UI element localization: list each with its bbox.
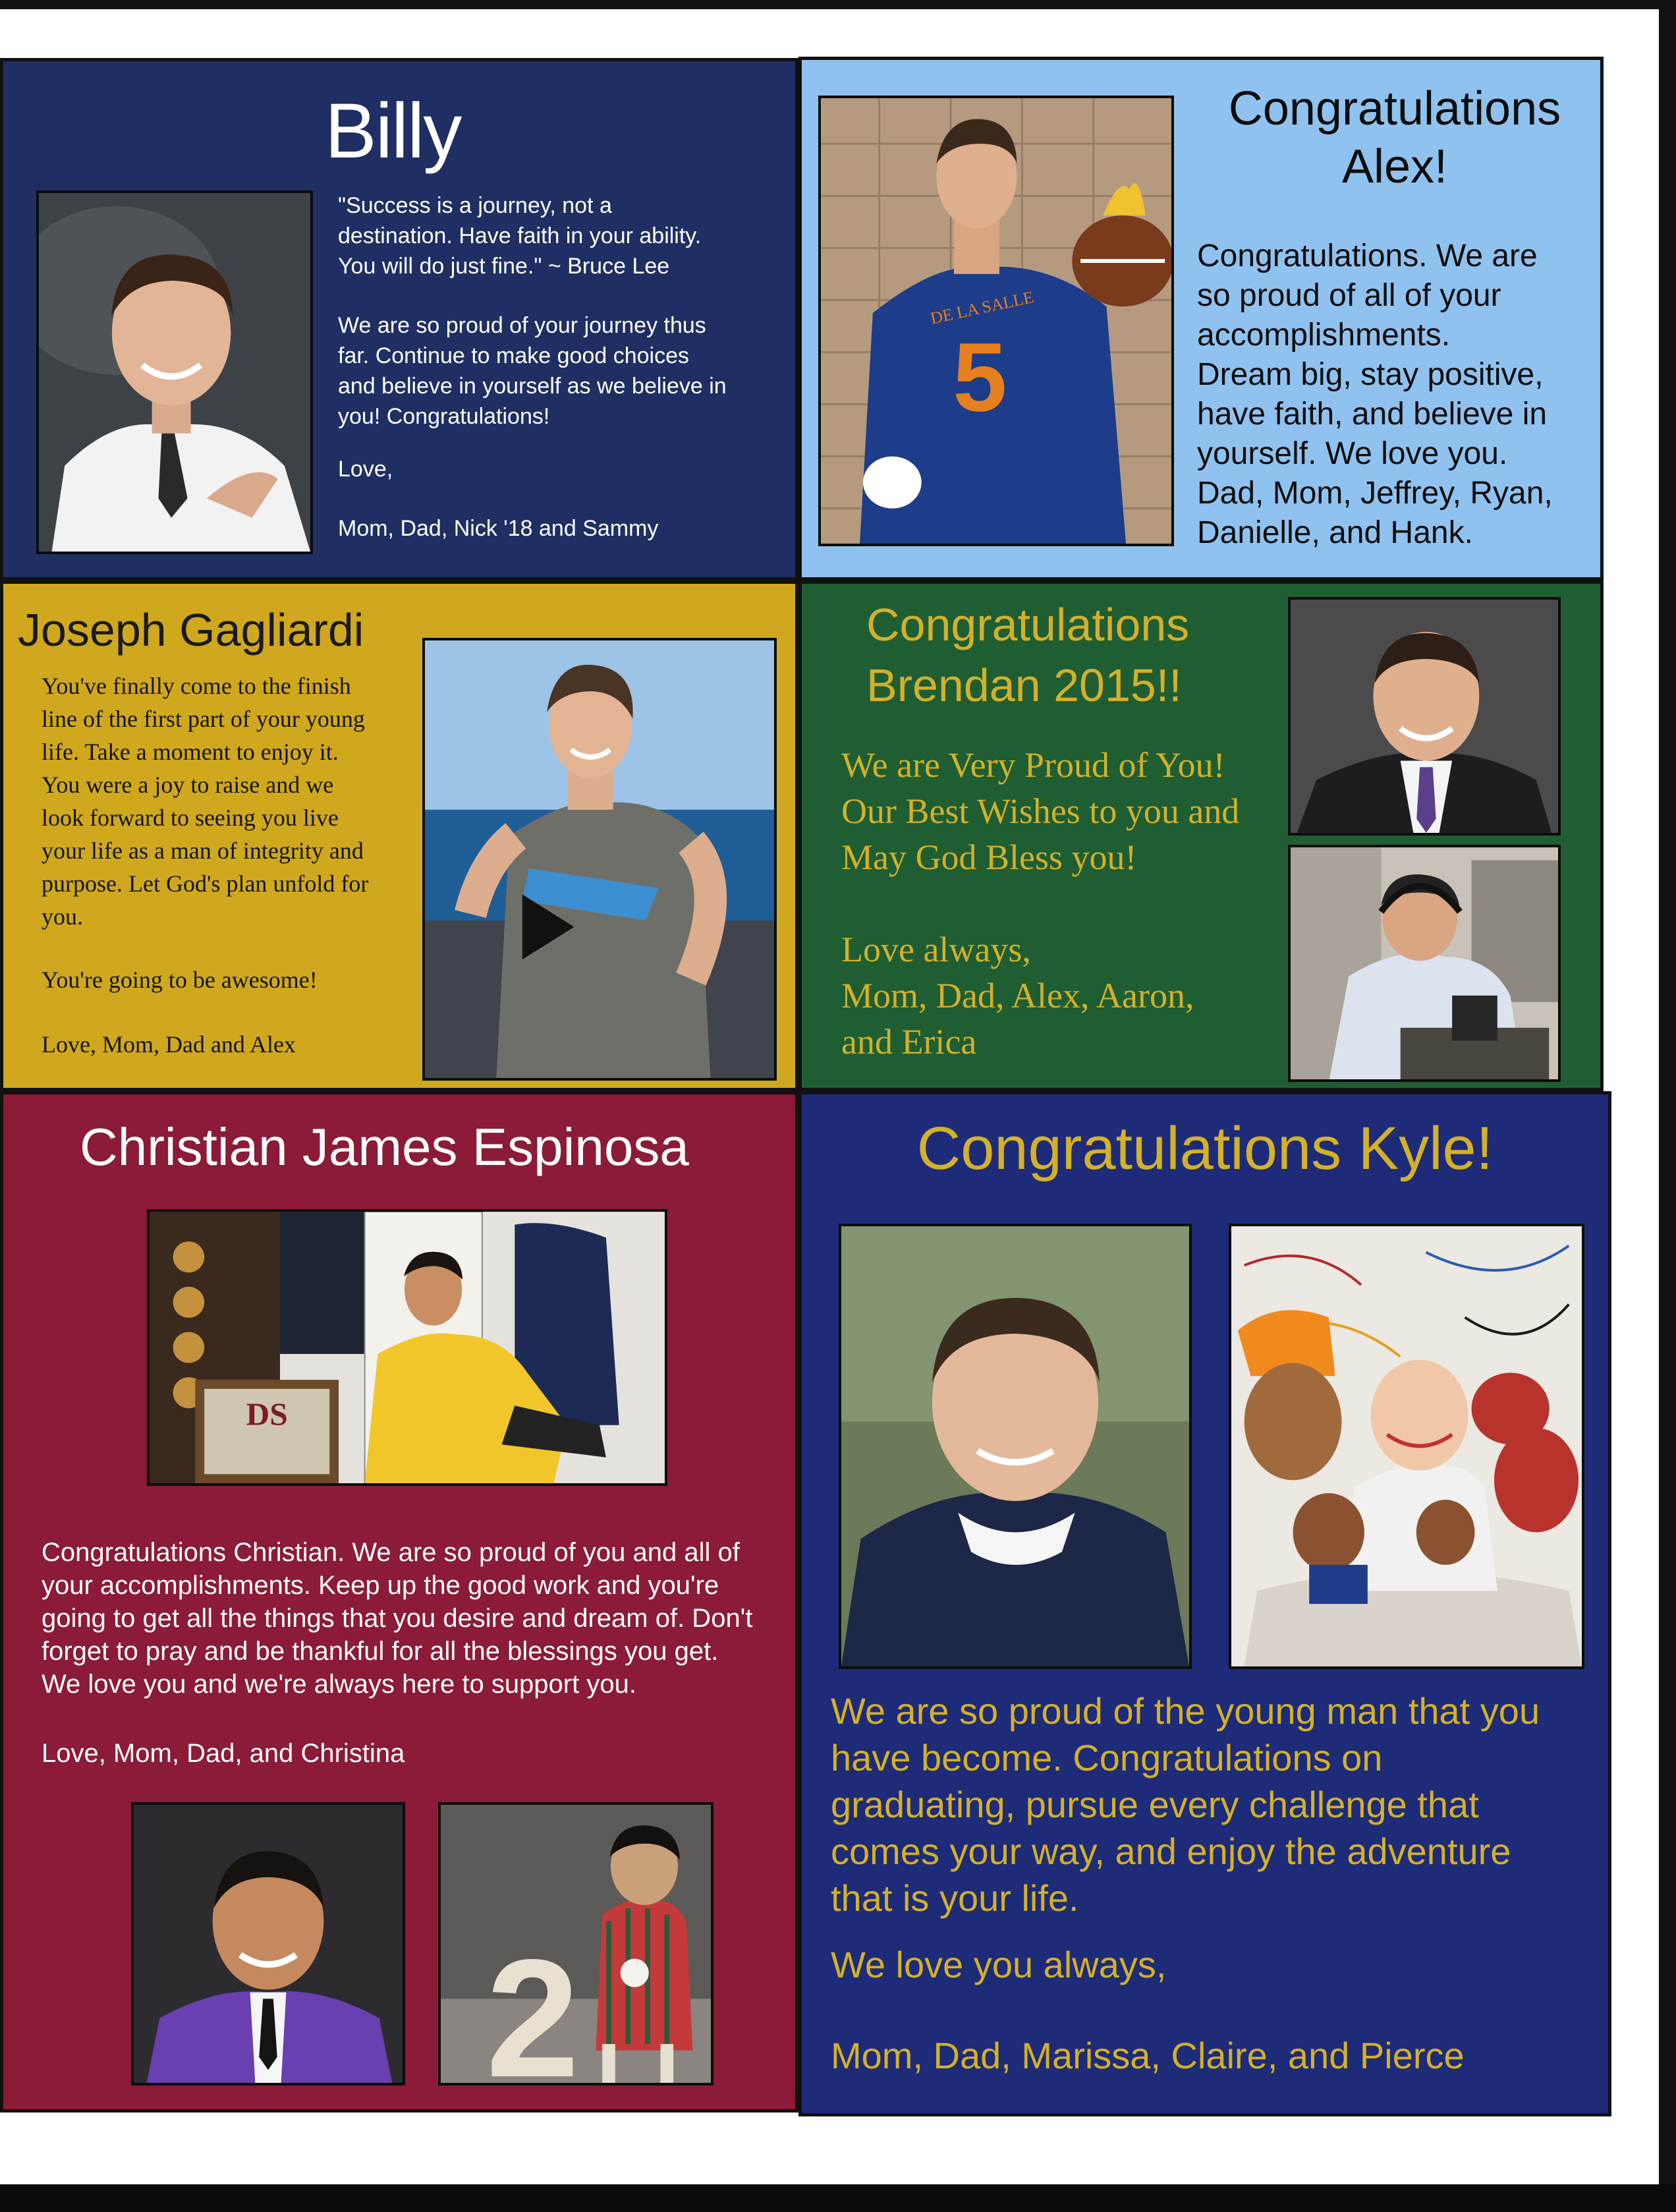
- billy-quote: "Success is a journey, not a destination. Have faith in your ability. You will do just fine." ~ Bruce Lee: [338, 193, 702, 279]
- joseph-signature: Love, Mom, Dad and Alex: [42, 1031, 296, 1058]
- alex-title: Congratulations Alex!: [1228, 82, 1561, 193]
- kyle-signature: Mom, Dad, Marissa, Claire, and Pierce: [831, 2035, 1465, 2076]
- joseph-line2: You're going to be awesome!: [42, 967, 318, 993]
- billy-name: Billy: [325, 88, 461, 175]
- christian-message: Congratulations Christian. We are so proud of you and all of your accomplishments. Keep up the good work and you're going to get all the things that you desire and dream of. Don't forget to pray and be thankful for all the blessings you get. We love you and we're always here to support you.: [42, 1538, 753, 1699]
- christian-trophy-photo: [147, 1209, 667, 1486]
- alex-jersey-text: DE LA SALLE: [928, 287, 1036, 328]
- billy-portrait-photo: [36, 190, 313, 554]
- joseph-message: You've finally come to the finish line of the first part of your young life. Take a moment to enjoy it. You were a joy to raise and we look forward to seeing you live your life as a man of integrity and purpose. Let God's plan unfold for you.: [42, 673, 369, 930]
- alex-football-photo: [818, 96, 1174, 546]
- christian-ad-panel: [0, 1091, 798, 2113]
- alex-message: Congratulations. We are so proud of all of your accomplishments. Dream big, stay positive, have faith, and believe in yourself. We love you. Dad, Mom, Jeffrey, Ryan, Danielle, and Hank.: [1197, 239, 1553, 550]
- billy-signature: Mom, Dad, Nick '18 and Sammy: [338, 516, 659, 541]
- christian-plaque-text: DS: [246, 1396, 288, 1432]
- christian-graduation-photo: [131, 1802, 405, 2085]
- joseph-ad-panel: [0, 581, 798, 1091]
- christian-name: Christian James Espinosa: [80, 1118, 689, 1176]
- joseph-name: Joseph Gagliardi: [18, 604, 364, 656]
- brendan-signature: Love always, Mom, Dad, Alex, Aaron, and Erica: [841, 930, 1194, 1062]
- scan-bottom-edge: [0, 2184, 1676, 2212]
- kyle-message: We are so proud of the young man that you have become. Congratulations on graduating, pursue every challenge that comes your way, and enjoy the adventure that is your life.: [831, 1690, 1540, 1919]
- brendan-ad-panel: [798, 581, 1604, 1091]
- kyle-baby-photo: [1229, 1224, 1584, 1669]
- christian-signature: Love, Mom, Dad, and Christina: [42, 1739, 405, 1768]
- alex-ad-panel: [798, 57, 1604, 581]
- christian-number-prop: 2: [486, 1925, 580, 2083]
- scan-right-edge: [1659, 0, 1676, 2212]
- christian-toddler-photo: [438, 1802, 713, 2085]
- brendan-message: We are Very Proud of You! Our Best Wishes to you and May God Bless you!: [841, 745, 1240, 877]
- page-number: 217: [1567, 2086, 1602, 2113]
- billy-ad-panel: [0, 58, 798, 581]
- billy-closing: Love,: [338, 457, 393, 482]
- kyle-portrait-photo: [839, 1224, 1192, 1669]
- scan-top-edge: [0, 0, 1676, 9]
- brendan-broadcast-photo: [1288, 845, 1561, 1082]
- billy-message: We are so proud of your journey thus far. Continue to make good choices and believe in yourself as we believe in you! Congratulations!: [338, 313, 727, 429]
- brendan-title: Congratulations Brendan 2015!!: [866, 599, 1190, 711]
- kyle-line2: We love you always,: [831, 1944, 1167, 1985]
- joseph-photo: [422, 638, 777, 1081]
- kyle-ad-panel: [798, 1091, 1611, 2116]
- kyle-title: Congratulations Kyle!: [916, 1115, 1494, 1182]
- alex-jersey-number: 5: [953, 323, 1007, 432]
- brendan-portrait-photo: [1288, 597, 1561, 836]
